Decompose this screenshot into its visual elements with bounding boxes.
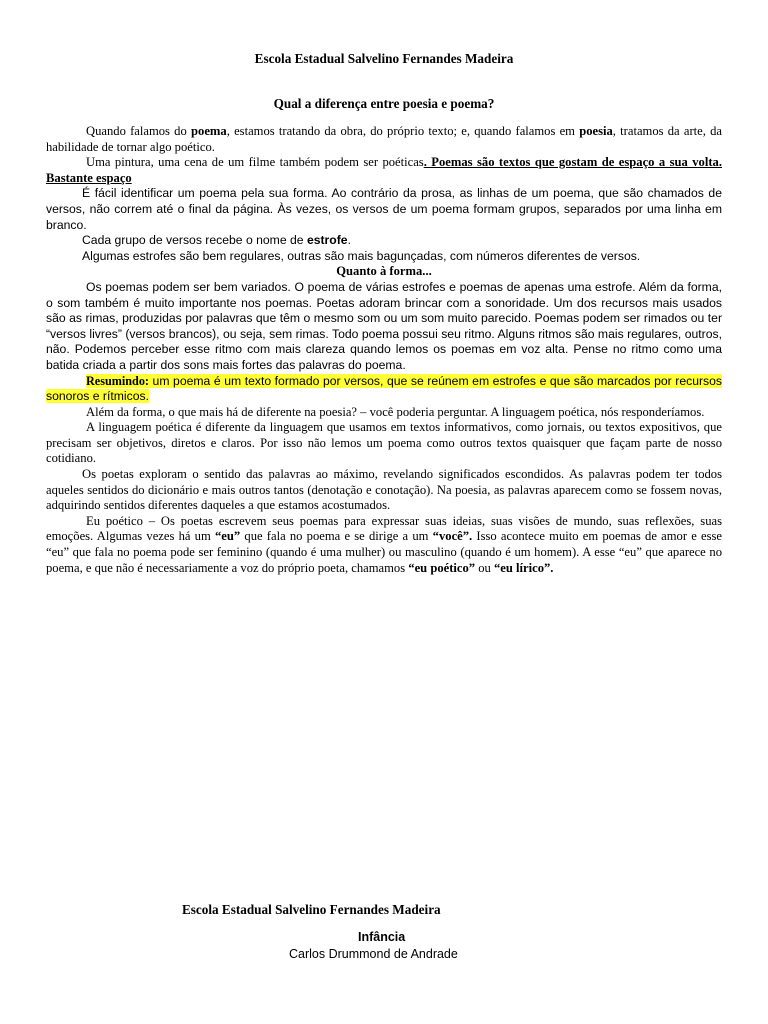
text-span: que fala no poema e se dirige a um [240,529,433,544]
text-span: Quando falamos do [86,124,192,138]
poem-author: Carlos Drummond de Andrade [289,947,458,961]
footer-school-header: Escola Estadual Salvelino Fernandes Madeira [182,902,441,917]
school-header: Escola Estadual Salvelino Fernandes Madeira [254,51,514,66]
section-heading: Quanto à forma... [336,264,432,279]
bold-term-estrofe: estrofe [306,233,348,248]
underlined-bold-text: . Poemas são textos que gostam de espaço a sua volta. Bastante espaço [46,155,722,185]
text-span: um poema é um texto formado por versos, que se reúnem em estrofes e que são marcados por recursos sonoros e rítmicos. [46,373,722,404]
paragraph-poema-poesia [46,124,722,155]
bold-term-resumindo: Resumindo: [86,373,149,388]
text-span: . [347,233,351,248]
text-span: , tratamos da arte, da habilidade de tornar algo poético. [46,124,723,154]
paragraph-alem-da-forma: Além da forma, o que mais há de diferente na poesia? – você poderia perguntar. A linguagem poética, nós responderíamos. [86,404,705,419]
paragraph-estrofe [46,233,722,249]
bold-term-voce: “você”. [432,529,473,544]
text-span: Isso acontece muito em poemas de amor e esse “eu” que fala no poema pode ser feminino (quando é uma mulher) ou masculino (quando é um homem). A esse “eu” que aparece no poema, e que não é necessariamente a voz do próprio poeta, chamamos [46,529,723,575]
text-span: Uma pintura, uma cena de um filme também podem ser poéticas [86,155,424,170]
document-body [46,124,722,576]
paragraph-eu-poetico [46,514,722,576]
paragraph-pintura [46,155,722,186]
bold-term-poesia: poesia [579,124,613,138]
bold-term-poema: poema [191,124,227,138]
paragraph-forma: É fácil identificar um poema pela sua forma. Ao contrário da prosa, as linhas de um poema, que são chamados de versos, não correm até o final da página. Às vezes, os versos de um poema formam grupos, separados por uma linha em branco. [46,186,722,232]
text-span: Cada grupo de versos recebe o nome de [82,233,307,248]
paragraph-poemas-variados: Os poemas podem ser bem variados. O poema de várias estrofes e poemas de apenas uma estrofe. Além da forma, o som também é muito importante nos poemas. Poetas adoram brincar com a sonoridade. Um dos recursos mais usados são as rimas, produzidas por palavras que têm o mesmo som ou um som muito parecido. Poemas podem ser rimados ou ter “versos livres” (versos brancos), ou seja, sem rimas. Todo poema possui seu ritmo. Alguns ritmos são mais regulares, outros, não. Podemos perceber esse ritmo com mais clareza quando lemos os poemas em voz alta. Pense no ritmo como uma batida criada a partir dos sons mais fortes das palavras do poema. [46,279,722,372]
bold-term-eu-lirico: “eu lírico”. [493,560,554,575]
paragraph-resumindo [46,374,722,405]
highlighted-summary [46,374,722,404]
text-span: Eu poético – Os poetas escrevem seus poemas para expressar suas ideias, suas visões de mundo, suas reflexões, suas emoções. Algumas vezes há um [46,513,722,544]
text-span: ou [475,560,494,575]
paragraph-linguagem-poetica: A linguagem poética é diferente da linguagem que usamos em textos informativos, como jornais, ou textos expositivos, que precisam ser objetivos, diretos e claros. Por isso não lemos um poema como outros textos quaisquer que façam parte de nosso cotidiano. [46,420,722,466]
question-title: Qual a diferença entre poesia e poema? [273,96,495,111]
poem-title: Infância [358,930,406,944]
bold-term-eu-poetico: “eu poético” [408,560,476,575]
bold-term-eu: “eu” [215,529,241,544]
text-span: , estamos tratando da obra, do próprio texto; e, quando falamos em [226,124,580,138]
paragraph-estrofes-regulares: Algumas estrofes são bem regulares, outras são mais bagunçadas, com números diferentes de versos. [82,248,641,263]
paragraph-poetas-exploram: Os poetas exploram o sentido das palavras ao máximo, revelando significados escondidos. As palavras podem ter todos aqueles sentidos do dicionário e mais outros tantos (denotação e conotação). Na poesia, as palavras aparecem como se fossem novas, adquirindo sentidos diferentes daqueles a que estamos acostumados. [46,467,722,513]
